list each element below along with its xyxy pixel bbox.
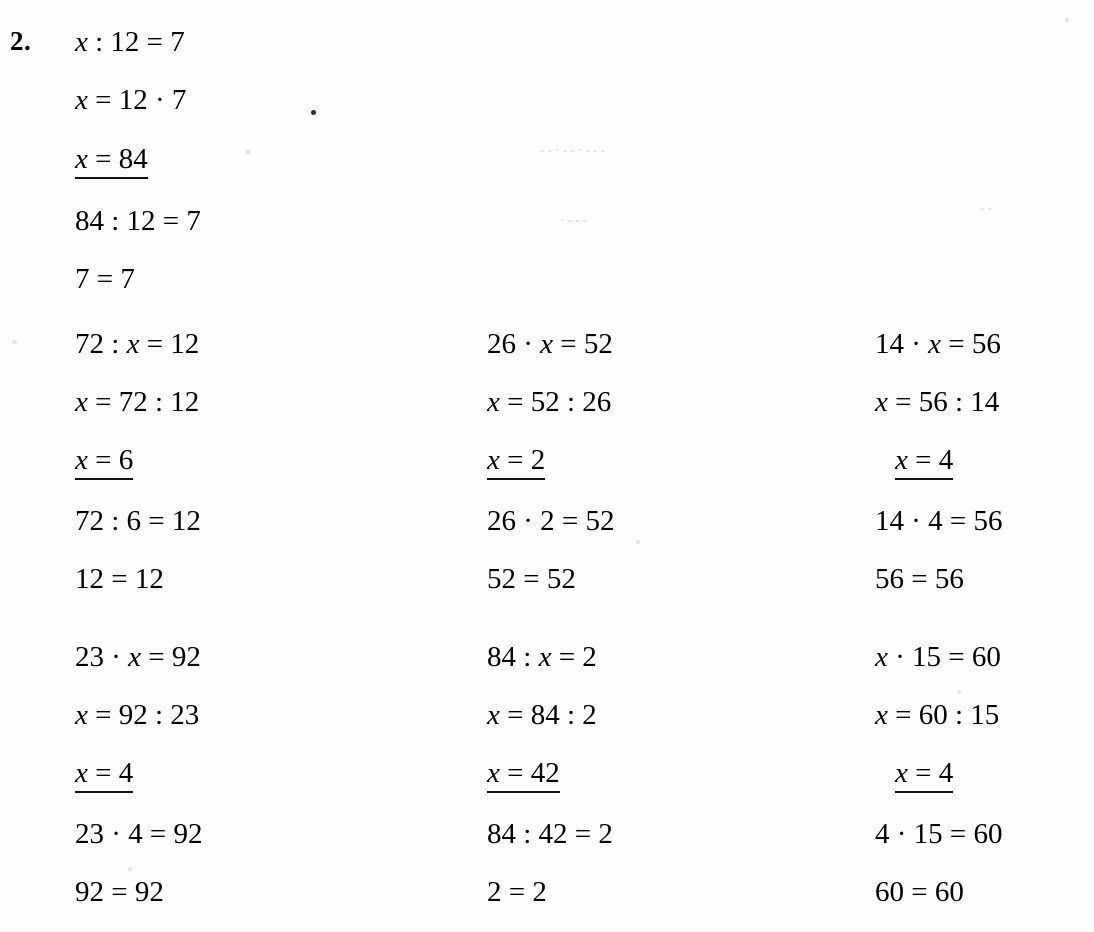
equation-line: 72 : x = 12 — [75, 328, 200, 360]
equation-line: 92 = 92 — [75, 876, 164, 908]
equation-line: x = 84 : 2 — [487, 699, 597, 731]
scan-speckle — [957, 690, 961, 694]
scan-speckle — [1065, 18, 1069, 22]
equation-line: x = 12 · 7 — [75, 84, 187, 116]
equation-answer: x = 84 — [75, 145, 148, 179]
equation-line: x : 12 = 7 — [75, 26, 185, 58]
equation-line: x = 56 : 14 — [875, 386, 1000, 418]
equation-line: 2 = 2 — [487, 876, 547, 908]
stray-ink-dot — [311, 110, 316, 115]
exercise-number: 2. — [10, 26, 32, 56]
equation-answer: x = 2 — [487, 446, 545, 480]
scan-speckle — [636, 540, 640, 544]
equation-answer: x = 6 — [75, 446, 133, 480]
scan-speckle — [246, 150, 250, 154]
equation-line: 26 · x = 52 — [487, 328, 613, 360]
equation-line: 84 : 42 = 2 — [487, 818, 613, 850]
equation-line: 84 : 12 = 7 — [75, 205, 201, 237]
scan-speckle — [128, 867, 132, 871]
equation-line: x = 52 : 26 — [487, 386, 612, 418]
scan-smudge: - - — [980, 200, 992, 215]
equation-line: 84 : x = 2 — [487, 641, 597, 673]
equation-line: 52 = 52 — [487, 563, 576, 595]
equation-line: x = 60 : 15 — [875, 699, 1000, 731]
equation-line: 72 : 6 = 12 — [75, 505, 201, 537]
equation-answer: x = 4 — [895, 759, 953, 793]
equation-line: 12 = 12 — [75, 563, 164, 595]
scan-smudge: · - - - — [560, 212, 588, 227]
equation-answer: x = 4 — [895, 446, 953, 480]
equation-line: 26 · 2 = 52 — [487, 505, 615, 537]
equation-line: 60 = 60 — [875, 876, 964, 908]
equation-line: x = 92 : 23 — [75, 699, 200, 731]
equation-line: 4 · 15 = 60 — [875, 818, 1003, 850]
scan-smudge: - - · - - · - - - — [540, 142, 605, 157]
equation-answer: x = 4 — [75, 759, 133, 793]
equation-line: 14 · x = 56 — [875, 328, 1001, 360]
equation-line: x · 15 = 60 — [875, 641, 1001, 673]
scan-speckle — [12, 340, 17, 344]
equation-line: 56 = 56 — [875, 563, 964, 595]
equation-line: x = 72 : 12 — [75, 386, 200, 418]
equation-line: 23 · x = 92 — [75, 641, 201, 673]
equation-line: 7 = 7 — [75, 263, 135, 295]
equation-line: 23 · 4 = 92 — [75, 818, 203, 850]
equation-line: 14 · 4 = 56 — [875, 505, 1003, 537]
equation-answer: x = 42 — [487, 759, 560, 793]
